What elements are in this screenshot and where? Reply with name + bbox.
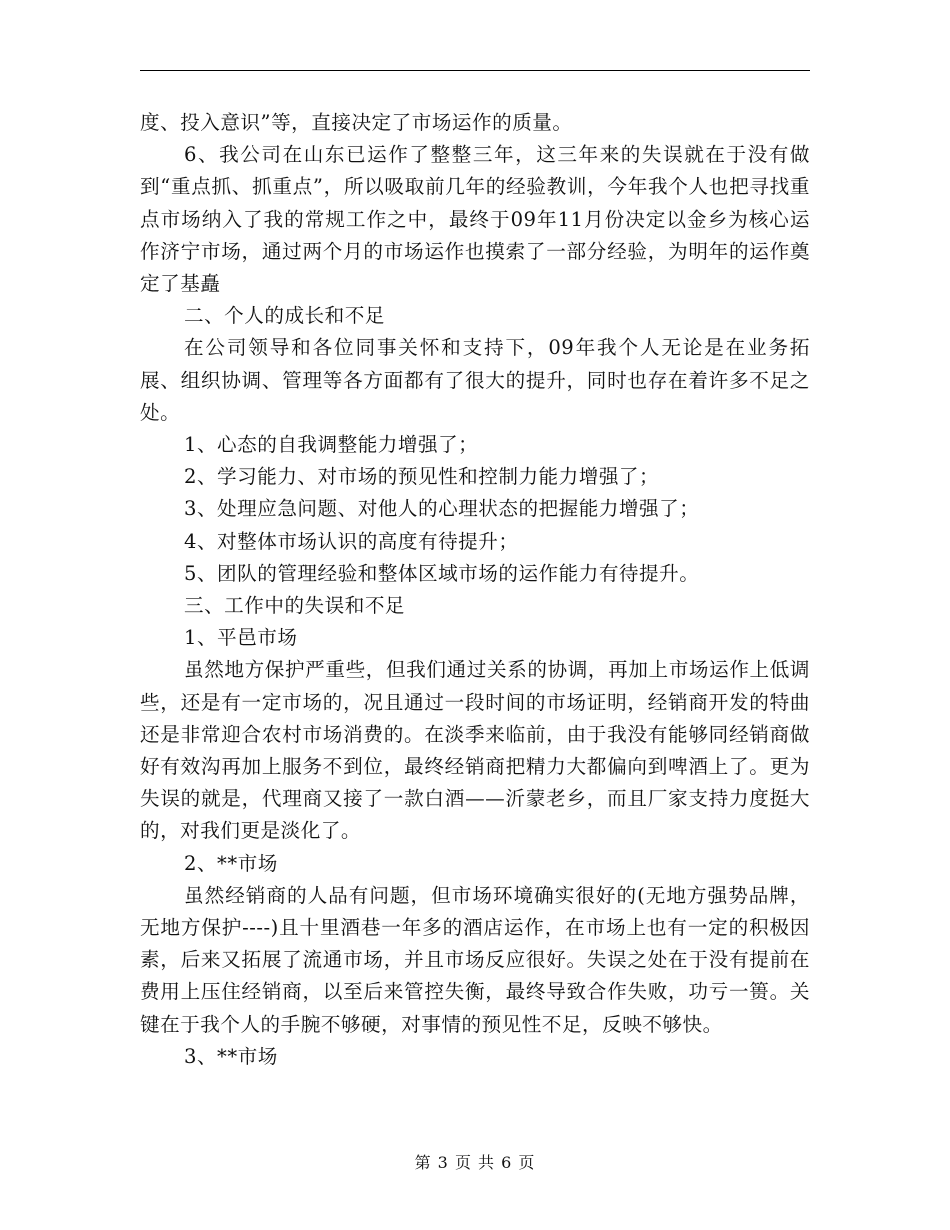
paragraph: 4、对整体市场认识的高度有待提升； [184,529,519,553]
paragraph: 2、学习能力、对市场的预见性和控制力能力增强了； [184,465,660,489]
paragraph: 1、心态的自我调整能力增强了； [184,433,479,457]
paragraph: 5、团队的管理经验和整体区域市场的运作能力有待提升。 [184,561,700,585]
paragraph: 3、**市场 [184,1044,278,1068]
paragraph: 虽然经销商的人品有问题，但市场环境确实很好的(无地方强势品牌，无地方保护----)且十里酒巷一年多的酒店运作，在市场上也有一定的积极因素，后来又拓展了流通市场，并且市场反应很好。失误之处在于没有提前在费用上压住经销商，以至后来管控失衡，最终导致合作失败，功亏一篑。关键在于我个人的手腕不够硬，对事情的预见性不足，反映不够快。 [140,883,810,1036]
paragraph: 二、个人的成长和不足 [184,304,385,328]
paragraph: 3、处理应急问题、对他人的心理状态的把握能力增强了； [184,497,700,521]
paragraph: 6、我公司在山东已运作了整整三年，这三年来的失误就在于没有做到“重点抓、抓重点”，所以吸取前几年的经验教训，今年我个人也把寻找重点市场纳入了我的常规工作之中，最终于09年11月份决定以金乡为核心运作济宁市场，通过两个月的市场运作也摸索了一部分经验，为明年的运作奠定了基矗 [140,143,810,296]
page-footer [0,1151,950,1175]
paragraph: 度、投入意识”等，直接决定了市场运作的质量。 [140,111,573,134]
paragraph: 虽然地方保护严重些，但我们通过关系的协调，再加上市场运作上低调些，还是有一定市场的，况且通过一段时间的市场证明，经销商开发的特曲还是非常迎合农村市场消费的。在淡季来临前，由于我没有能够同经销商做好有效沟再加上服务不到位，最终经销商把精力大都偏向到啤酒上了。更为失误的就是，代理商又接了一款白酒——沂蒙老乡，而且厂家支持力度挺大的，对我们更是淡化了。 [140,658,810,843]
document-body [140,107,810,1073]
page-number-label: 第 3 页 共 6 页 [414,1153,536,1172]
header-rule [140,70,810,71]
paragraph: 三、工作中的失误和不足 [184,594,406,618]
paragraph: 在公司领导和各位同事关怀和支持下，09年我个人无论是在业务拓展、组织协调、管理等各方面都有了很大的提升，同时也存在着许多不足之处。 [140,336,810,424]
paragraph: 2、**市场 [184,851,278,875]
paragraph: 1、平邑市场 [184,626,298,650]
